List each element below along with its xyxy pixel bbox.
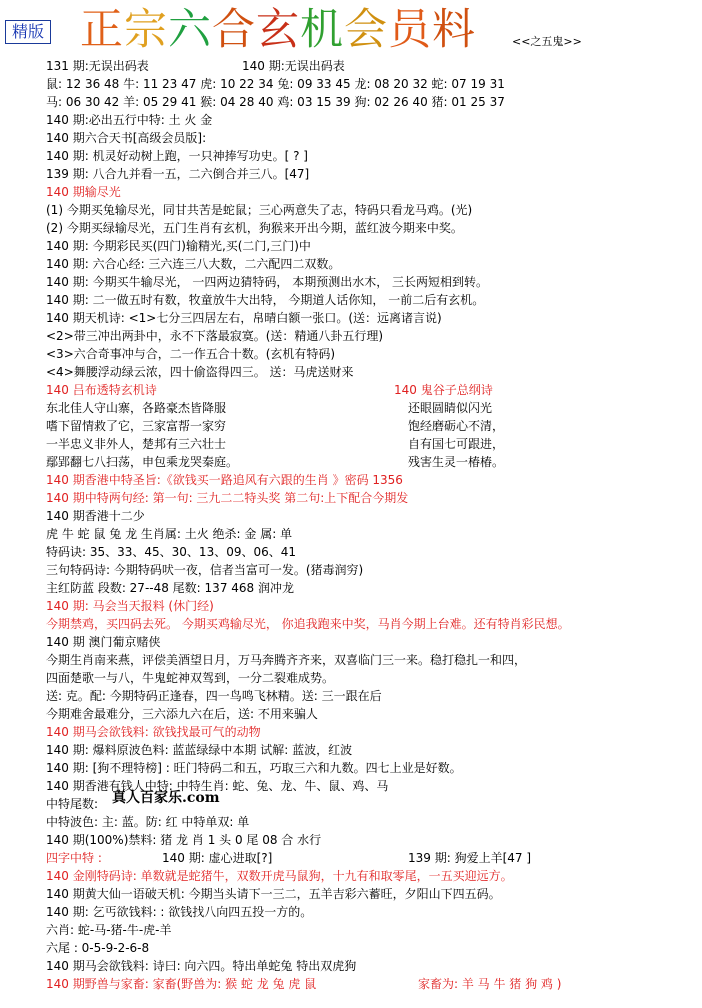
text-line: 今期生肖南来燕，评偿美酒望日月，万马奔腾齐齐来，双喜临门三一来。稳打稳扎一和四， [46,653,527,667]
text-line: (2) 今期买绿输尽光，五门生肖有玄机，狗猴来开出今期，蓝红波今期来中奖。 [46,221,463,235]
poem-line: 嗜下留情救了它，三家富帮一家穷 [46,419,227,433]
text-line: 140 期:必出五行中特: 土 火 金 [46,113,213,127]
text-line: <4>舞腰浮动绿云浓，四十偷盗得四三。 送：马虎送财来 [46,365,354,379]
text-line: <2>带三冲出两卦中，永不下落最寂寞。(送：精通八卦五行理) [46,329,384,343]
text-line: 140 期黄大仙一语破天机: 今期当头请下一三二，五羊吉彩六蓄旺，夕阳山下四五码。 [46,887,501,901]
text-line: 马: 06 30 42 羊: 05 29 41 猴: 04 28 40 鸡: 03 15 39 狗: 02 26 40 猪: 01 25 37 [46,95,505,109]
text-line: 主红防蓝 段数: 27--48 尾数: 137 468 润冲龙 [46,581,294,595]
page-title [80,4,476,56]
text-line: 六肖: 蛇-马-猪-牛-虎-羊 [46,923,172,937]
section-heading: 家畜为: 羊 马 牛 猪 狗 鸡 ) [418,977,562,991]
poem-line: 自有国七可跟进， [408,437,505,451]
text-line: 140 期(100%)禁料: 猪 龙 肖 1 头 0 尾 08 合 水行 [46,833,322,847]
page-subtitle: <<之五鬼>> [512,35,582,48]
poem-line: 一半忠义非外人，楚邦有三六壮士 [46,437,227,451]
text-line: 140 期香港十二少 [46,509,145,523]
text-line: 139 期: 八合九并看一五，二六倒合并三八。[47] [46,167,310,181]
text-line: 鼠: 12 36 48 牛: 11 23 47 虎: 10 22 34 兔: 09 33 45 龙: 08 20 32 蛇: 07 19 31 [46,77,505,91]
text-line: 140 期: 虚心进取[?] [162,851,273,865]
text-line: (1) 今期买兔输尽光，同甘共苦是蛇鼠；三心两意失了志，特码只看龙马鸡。(光) [46,203,473,217]
poem-line: 鄢郢翻七八扫荡，申包乘龙哭秦庭。 [46,455,239,469]
section-heading: 140 期输尽光 [46,185,121,199]
text-line: 中特尾数: [46,797,99,811]
text-line: 六尾 : 0-5-9-2-6-8 [46,941,150,955]
section-heading: 140 吕布透特玄机诗 [46,383,157,397]
section-heading: 140 期野兽与家畜: 家畜(野兽为: 猴 蛇 龙 兔 虎 鼠 [46,977,317,991]
text-line: 140 期:无误出码表 [242,59,345,73]
text-line: 140 期: 机灵好动树上跑，一只神捧写功史。[ ? ] [46,149,308,163]
poem-line: 还眼圆睛似闪光 [408,401,493,415]
text-line: 140 期: [狗不理特榜] : 旺门特码二和五，巧取三六和九数。四七上业是好数。 [46,761,462,775]
text-line: 特码诀: 35、33、45、30、13、09、06、41 [46,545,297,559]
text-line: 140 期六合天书[高级会员版]: [46,131,207,145]
poem-line: 东北佳人守山寨，各路豪杰皆降服 [46,401,227,415]
text-line: 虎 牛 蛇 鼠 兔 龙 生肖属: 土火 绝杀: 金 属: 单 [46,527,293,541]
version-badge: 精版 [5,20,51,44]
title-char: 玄 [256,5,300,55]
section-heading: 140 金刚特码诗: 单数就是蛇猪牛，双数开虎马鼠狗，十九有和取零尾，一五买迎远方。 [46,869,513,883]
text-line: 131 期:无误出码表 [46,59,149,73]
text-line: 140 期: 今期买牛输尽光， 一四两边猜特码， 本期预测出水木， 三长两短相到转。 [46,275,489,289]
section-heading: 四字中特 : [46,851,102,865]
title-char: 员 [388,5,432,55]
title-char: 合 [212,5,256,55]
text-line: 140 期天机诗: <1>七分三四居左右，帛晴白额一张口。(送：远离诸言说) [46,311,442,325]
section-heading: 140 期中特两句经: 第一句: 三九二二特头奖 第二句:上下配合今期发 [46,491,409,505]
text-line: 140 期: 爆料原波色料: 蓝蓝绿绿中本期 试解: 蓝波，红波 [46,743,353,757]
title-char: 宗 [124,5,168,55]
text-line: 140 期马会欲钱料: 诗曰: 向六四。特出单蛇兔 特出双虎狗 [46,959,357,973]
poem-line: 残害生灵一椿椿。 [408,455,505,469]
text-line: 140 期香港有钱人中特: 中特生肖: 蛇、兔、龙、牛、鼠、鸡、马 [46,779,389,793]
title-char: 机 [300,5,344,55]
watermark-text: 真人百家乐.com [112,790,220,806]
text-line: 四面楚歌一与八，牛鬼蛇神双驾到，一分二裂难成势。 [46,671,335,685]
text-line: 三句特码诗: 今期特码吠一夜，信者当富可一发。(猪毒润穷) [46,563,364,577]
title-char: 料 [432,5,476,55]
title-char: 六 [168,5,212,55]
poem-line: 饱经磨砺心不清， [408,419,505,433]
section-heading: 140 期: 马会当天报料 (休门经) [46,599,214,613]
text-line: 140 期: 乞丐欲钱料: : 欲钱找八向四五投一方的。 [46,905,313,919]
title-char: 会 [344,5,388,55]
section-heading: 140 鬼谷子总纲诗 [394,383,493,397]
title-char: 正 [80,5,124,55]
text-line: 139 期: 狗爱上羊[47 ] [408,851,532,865]
text-line: 140 期: 今期彩民买(四门)输精光,买(二门,三门)中 [46,239,311,253]
section-heading: 140 期马会欲钱料: 欲钱找最可气的动物 [46,725,261,739]
section-heading: 今期禁鸡，买四码去死。 今期买鸡输尽光， 你追我跑来中奖，马肖今期上台难。还有特肖彩民想。 [46,617,570,631]
text-line: 中特波色: 主: 蓝。防: 红 中特单双: 单 [46,815,250,829]
text-line: <3>六合奇事冲与合，二一作五合十数。(玄机有特码) [46,347,336,361]
text-line: 140 期: 二一做五时有数，牧童放牛大出特， 今期道人话你知， 一前二后有玄机。 [46,293,485,307]
text-line: 送: 克。配: 今期特码正逢春，四一鸟鸣飞林精。送: 三一跟在后 [46,689,382,703]
text-line: 140 期 澳门葡京赌侠 [46,635,161,649]
text-line: 今期难舍最难分，三六添九六在后，送: 不用来骗人 [46,707,318,721]
text-line: 140 期: 六合心经: 三六连三八大数，二六配四二双数。 [46,257,341,271]
section-heading: 140 期香港中特圣旨:《欲钱买一路追风有六跟的生肖 》密码 1356 [46,473,403,487]
